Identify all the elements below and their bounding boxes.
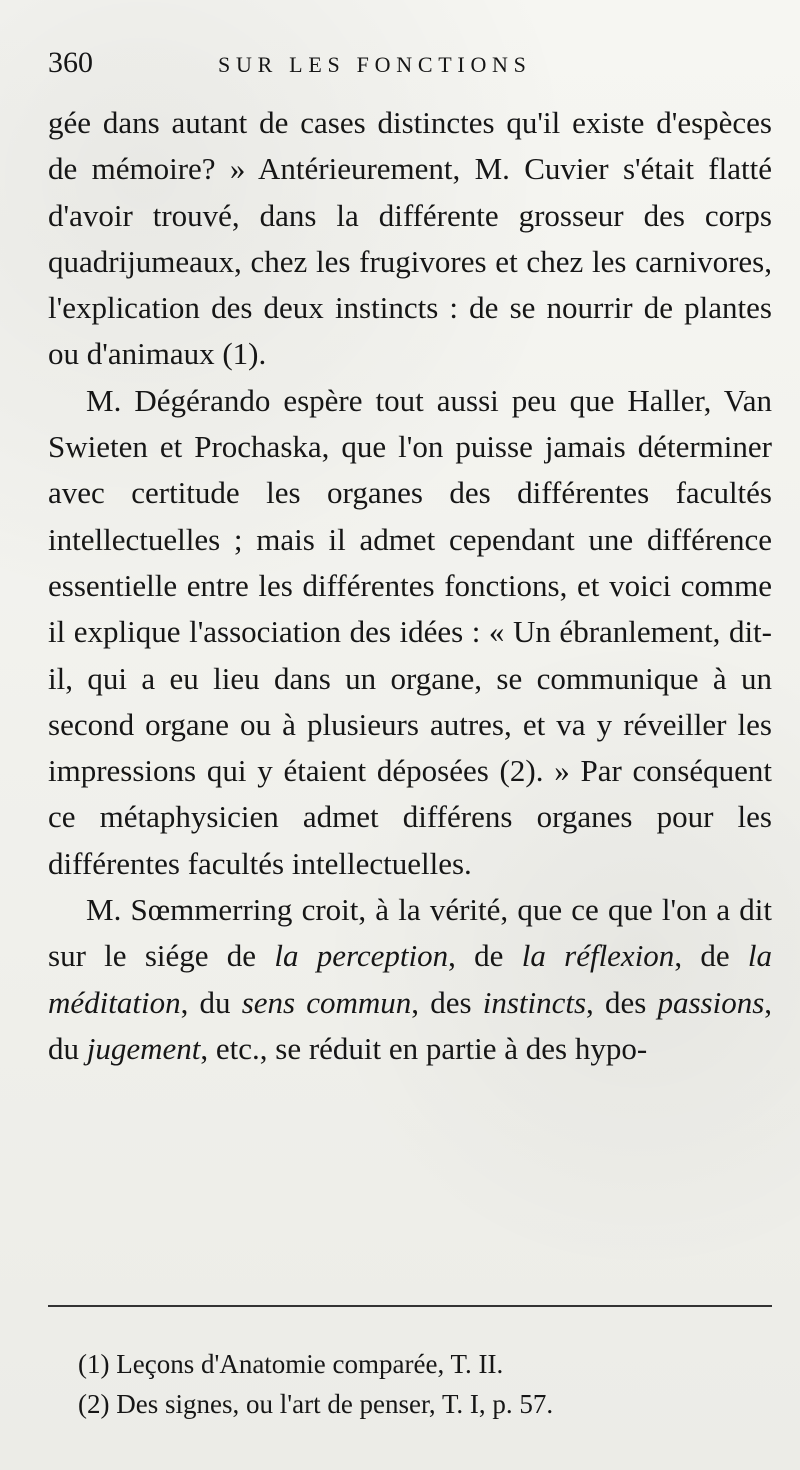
paragraph-3-text-8: , etc., se réduit en partie à des hypo- [200, 1030, 648, 1066]
footnote-rule [48, 1305, 772, 1307]
paragraph-3-italic-6: passions [657, 984, 765, 1020]
paragraph-3-text-2: , de [448, 938, 522, 974]
paragraph-3-text-5: , des [411, 984, 483, 1020]
paragraph-3-text-7: , du [48, 984, 773, 1066]
paragraph-3-italic-4: sens commun [241, 984, 412, 1020]
paragraph-3-text-6: , des [586, 984, 658, 1020]
paragraph-3-italic-3: la méditation [48, 938, 773, 1020]
footnote-2: (2) Des signes, ou l'art de penser, T. I, p. 57. [78, 1389, 554, 1419]
page-number: 360 [48, 46, 93, 79]
main-text [48, 100, 772, 1072]
running-title: SUR LES FONCTIONS [218, 52, 532, 77]
paragraph-3-italic-5: instincts [482, 984, 587, 1020]
paragraph-3-italic-7: jugement [86, 1030, 201, 1066]
paragraph-3-text-4: , du [180, 984, 242, 1020]
paragraph-3 [48, 887, 772, 1072]
footnotes [78, 1344, 758, 1424]
paragraph-3-text-1: M. Sœmmerring croit, à la vérité, que ce que l'on a dit sur le siége de [48, 892, 772, 974]
footnote-1: (1) Leçons d'Anatomie comparée, T. II. [78, 1349, 504, 1379]
page-header [48, 40, 772, 92]
paragraph-1: gée dans autant de cases distinctes qu'il existe d'espèces de mémoire? » Antérieurement, M. Cuvier s'était flatté d'avoir trouvé, dans la différente grosseur des corps quadrijumeaux, chez les frugivores et chez les carnivores, l'explication des deux instincts : de se nourrir de plantes ou d'animaux (1). [48, 105, 772, 372]
paragraph-3-italic-1: la perception [274, 938, 449, 974]
paragraph-3-text-3: , de [674, 938, 748, 974]
paragraph-3-italic-2: la réflexion [521, 938, 675, 974]
paragraph-2: M. Dégérando espère tout aussi peu que Haller, Van Swieten et Prochaska, que l'on puisse jamais déterminer avec certitude les organes des différentes facultés intellectuelles ; mais il admet cependant une différence essentielle entre les différentes fonctions, et voici comme il explique l'association des idées : « Un ébranlement, dit-il, qui a eu lieu dans un organe, se communique à un second organe ou à plusieurs autres, et va y réveiller les impressions qui y étaient déposées (2). » Par conséquent ce métaphysicien admet différens organes pour les différentes facultés intellectuelles. [48, 382, 772, 881]
